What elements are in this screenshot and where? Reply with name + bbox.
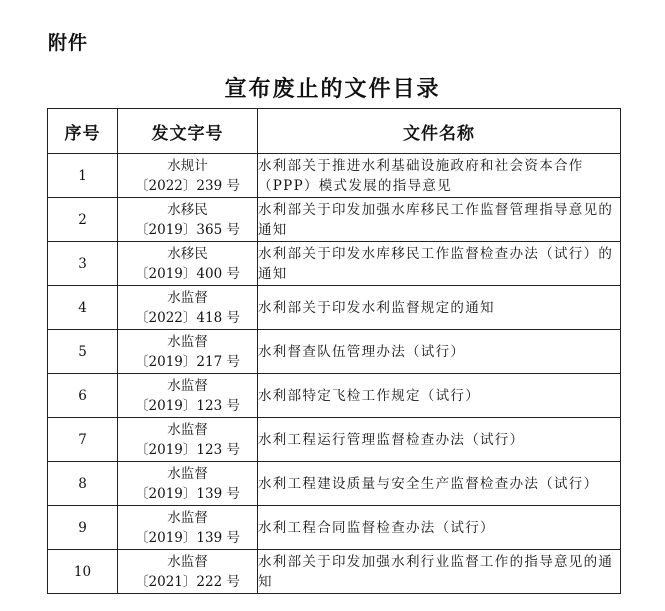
attachment-label: 附件 [48,32,89,54]
table-row [48,462,621,506]
doc-code-number: 〔2022〕239 号 [135,177,240,194]
doc-code-prefix: 水监督 [167,377,208,394]
table-row [48,330,621,374]
row-doc-code [118,506,258,550]
doc-code-prefix: 水监督 [167,289,208,306]
row-seq: 4 [48,286,118,330]
row-doc-code [118,198,258,242]
row-doc-name: 水利督查队伍管理办法（试行） [258,330,621,374]
table-row [48,418,621,462]
row-doc-name: 水利部关于印发水利监督规定的通知 [258,286,621,330]
row-seq: 9 [48,506,118,550]
row-seq: 3 [48,242,118,286]
doc-code-prefix: 水监督 [167,553,208,570]
doc-code-prefix: 水移民 [167,245,208,262]
row-doc-code [118,286,258,330]
row-doc-name: 水利部关于推进水利基础设施政府和社会资本合作（PPP）模式发展的指导意见 [258,154,621,198]
row-doc-name: 水利工程合同监督检查办法（试行） [258,506,621,550]
doc-code-prefix: 水监督 [167,421,208,438]
doc-code-number: 〔2019〕123 号 [135,397,240,414]
row-seq: 5 [48,330,118,374]
abolished-documents-table [47,108,621,594]
doc-code-number: 〔2019〕139 号 [135,485,240,502]
row-seq: 2 [48,198,118,242]
row-doc-name: 水利工程建设质量与安全生产监督检查办法（试行） [258,462,621,506]
row-doc-code [118,462,258,506]
row-doc-code [118,330,258,374]
row-doc-code [118,418,258,462]
doc-code-number: 〔2019〕400 号 [135,265,240,282]
table-header-row [48,109,621,154]
doc-code-prefix: 水监督 [167,333,208,350]
table-row [48,198,621,242]
table-row [48,374,621,418]
row-doc-code [118,242,258,286]
row-doc-code [118,154,258,198]
table-row [48,506,621,550]
header-seq: 序号 [48,109,118,154]
row-seq: 6 [48,374,118,418]
header-doc-name: 文件名称 [258,109,621,154]
row-doc-code [118,550,258,594]
table-row [48,286,621,330]
doc-code-prefix: 水监督 [167,465,208,482]
row-seq: 10 [48,550,118,594]
doc-code-number: 〔2021〕222 号 [135,573,240,590]
doc-code-number: 〔2019〕139 号 [135,529,240,546]
row-doc-name: 水利工程运行管理监督检查办法（试行） [258,418,621,462]
row-seq: 7 [48,418,118,462]
table-row [48,550,621,594]
row-doc-name: 水利部关于印发加强水利行业监督工作的指导意见的通知 [258,550,621,594]
doc-code-number: 〔2019〕123 号 [135,441,240,458]
row-seq: 8 [48,462,118,506]
row-doc-name: 水利部关于印发加强水库移民工作监督管理指导意见的通知 [258,198,621,242]
table-row [48,154,621,198]
row-doc-name: 水利部特定飞检工作规定（试行） [258,374,621,418]
row-doc-code [118,374,258,418]
doc-code-prefix: 水监督 [167,509,208,526]
header-doc-code: 发文字号 [118,109,258,154]
doc-code-prefix: 水移民 [167,201,208,218]
row-doc-name: 水利部关于印发水库移民工作监督检查办法（试行）的通知 [258,242,621,286]
doc-code-number: 〔2022〕418 号 [135,309,240,326]
doc-code-number: 〔2019〕365 号 [135,221,240,238]
table-row [48,242,621,286]
doc-code-number: 〔2019〕217 号 [135,353,240,370]
document-title: 宣布废止的文件目录 [224,77,441,102]
doc-code-prefix: 水规计 [167,157,208,174]
row-seq: 1 [48,154,118,198]
